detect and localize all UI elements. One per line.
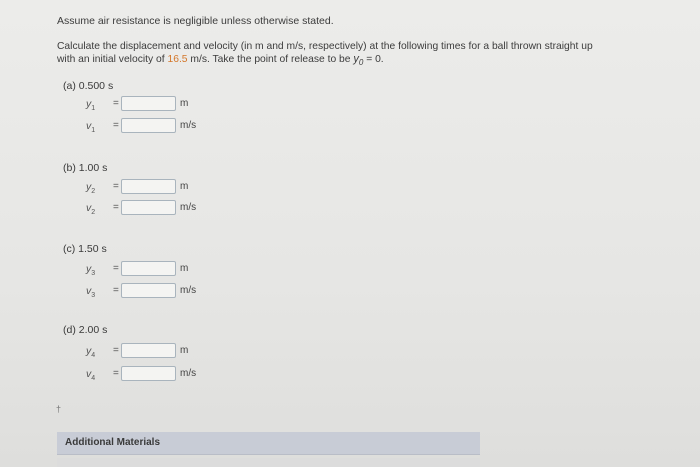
part-d-label: (d) 2.00 s xyxy=(63,324,108,336)
v2-input[interactable] xyxy=(121,200,176,215)
unit-label: m xyxy=(180,181,189,192)
unit-label: m/s xyxy=(180,285,197,296)
footnote-dagger: † xyxy=(56,404,62,414)
y0-symbol: $y_0$ xyxy=(353,53,364,68)
v4-input[interactable] xyxy=(121,366,176,381)
equals-sign: = xyxy=(113,285,119,296)
y3-symbol: $y_3$ xyxy=(86,263,96,278)
assumption-note: Assume air resistance is negligible unless otherwise stated. xyxy=(57,15,334,27)
unit-label: m/s xyxy=(180,120,197,131)
y3-input[interactable] xyxy=(121,261,176,276)
equals-sign: = xyxy=(113,368,119,379)
equals-sign: = xyxy=(113,181,119,192)
equals-sign: = xyxy=(113,345,119,356)
unit-label: m/s xyxy=(180,368,197,379)
prompt-line-1: Calculate the displacement and velocity (in m and m/s, respectively) at the following times for a ball thrown straight up xyxy=(57,41,593,52)
y1-input[interactable] xyxy=(121,96,176,111)
unit-label: m/s xyxy=(180,202,197,213)
v1-symbol: $v_1$ xyxy=(86,120,96,135)
y4-symbol: $y_4$ xyxy=(86,345,96,360)
prompt-line-2-start: with an initial velocity of xyxy=(57,54,165,65)
bottom-strip xyxy=(57,458,480,467)
equals-sign: = xyxy=(113,98,119,109)
additional-materials-bar[interactable] xyxy=(57,432,480,455)
unit-label: m xyxy=(180,345,189,356)
y1-symbol: $y_1$ xyxy=(86,98,96,113)
v2-symbol: $v_2$ xyxy=(86,202,96,217)
initial-velocity-value: 16.5 xyxy=(167,54,188,65)
v1-input[interactable] xyxy=(121,118,176,133)
part-a-label: (a) 0.500 s xyxy=(63,80,114,92)
v3-symbol: $v_3$ xyxy=(86,285,96,300)
unit-label: m xyxy=(180,98,189,109)
y2-input[interactable] xyxy=(121,179,176,194)
part-c-label: (c) 1.50 s xyxy=(63,243,107,255)
y2-symbol: $y_2$ xyxy=(86,181,96,196)
prompt-line-2-end: . Take the point of release to be xyxy=(207,54,351,65)
equals-sign: = xyxy=(113,120,119,131)
equals-sign: = xyxy=(113,202,119,213)
equals-sign: = xyxy=(113,263,119,274)
question-prompt xyxy=(57,40,682,69)
unit-label: m xyxy=(180,263,189,274)
additional-materials-label: Additional Materials xyxy=(65,437,161,448)
y4-input[interactable] xyxy=(121,343,176,358)
initial-velocity-unit: m/s xyxy=(190,54,207,65)
y0-value: = 0. xyxy=(366,54,384,65)
v4-symbol: $v_4$ xyxy=(86,368,96,383)
part-b-label: (b) 1.00 s xyxy=(63,162,108,174)
v3-input[interactable] xyxy=(121,283,176,298)
